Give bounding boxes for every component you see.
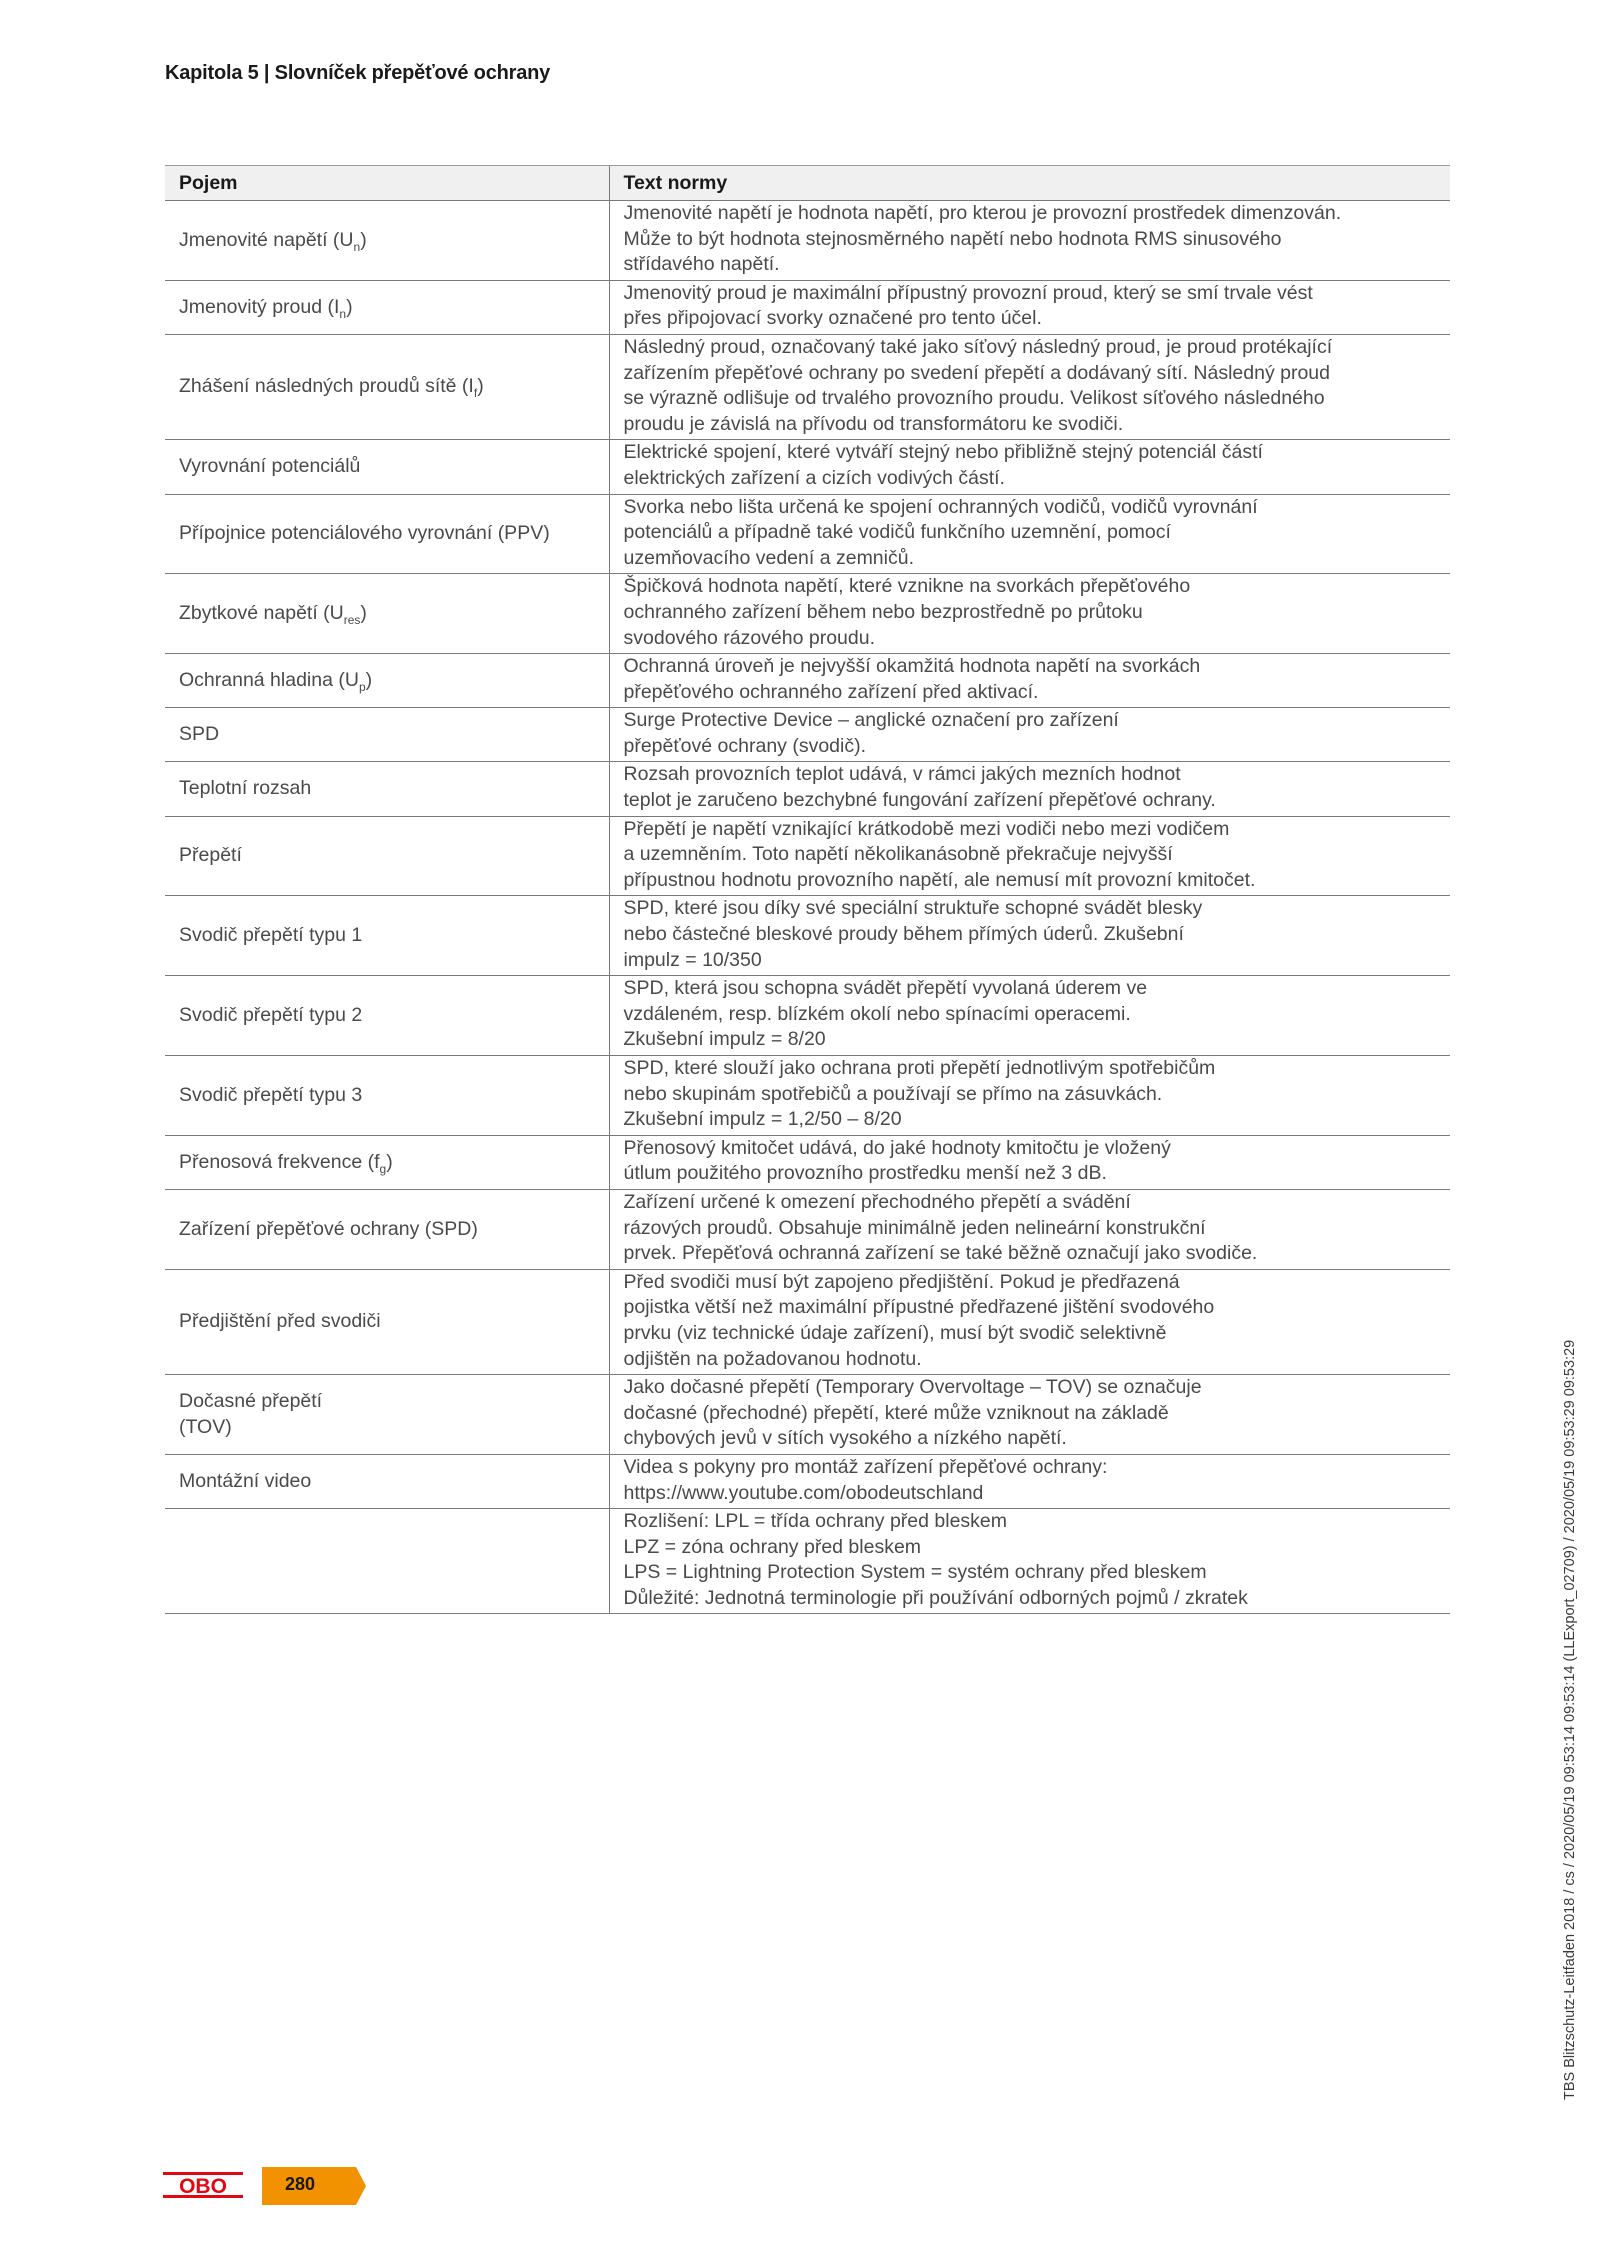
table-row (165, 976, 1450, 1056)
definition-line: Přenosový kmitočet udává, do jaké hodnoty kmitočtu je vložený (623, 1136, 1171, 1159)
term-cell (165, 1056, 609, 1136)
table-row (165, 708, 1450, 762)
definition-cell (609, 1454, 1450, 1508)
table-row (165, 1056, 1450, 1136)
term-subscript: n (339, 306, 347, 321)
definition-line: Jmenovité napětí je hodnota napětí, pro kterou je provozní prostředek dimenzován. (623, 202, 1342, 224)
definition-line: Jako dočasné přepětí (Temporary Overvoltage – TOV) se označuje (623, 1376, 1202, 1399)
definition-line: Důležité: Jednotná terminologie při používání odborných pojmů / zkratek (623, 1586, 1248, 1609)
term-cell (165, 816, 609, 896)
term-text: Předjištění před svodiči (179, 1310, 381, 1333)
term-text: Přepětí (179, 844, 242, 867)
term-text: Montážní video (179, 1469, 312, 1492)
term-text: Ochranná hladina (U (179, 668, 359, 691)
term-tail: ) (360, 228, 367, 251)
definition-line: proudu je závislá na přívodu od transformátoru ke svodiči. (623, 412, 1124, 435)
definition-line: SPD, které slouží jako ochrana proti přepětí jednotlivým spotřebičům (623, 1057, 1216, 1079)
term-subscript: n (353, 239, 361, 254)
term-text: Teplotní rozsah (179, 777, 312, 800)
definition-line: uzemňovacího vedení a zemničů. (623, 546, 915, 569)
definition-cell (609, 976, 1450, 1056)
term-subscript: res (343, 612, 361, 627)
definition-cell (609, 1375, 1450, 1455)
glossary-body (165, 201, 1450, 1614)
definition-line: Před svodiči musí být zapojeno předjištění. Pokud je předřazená (623, 1270, 1180, 1293)
definition-line: svodového rázového proudu. (623, 626, 876, 649)
definition-cell (609, 708, 1450, 762)
term-text: Přípojnice potenciálového vyrovnání (PPV) (179, 522, 550, 545)
definition-line: zařízením přepěťové ochrany po svedení přepětí a dodávaný sítí. Následný proud (623, 361, 1330, 384)
definition-cell (609, 574, 1450, 654)
definition-line: přepěťové ochrany (svodič). (623, 734, 867, 757)
term-subscript: p (358, 679, 366, 694)
term-text: Svodič přepětí typu 3 (179, 1083, 363, 1106)
definition-line: Surge Protective Device – anglické označení pro zařízení (623, 709, 1119, 732)
table-row (165, 280, 1450, 334)
term-cell (165, 896, 609, 976)
term-tail: ) (386, 1150, 393, 1173)
term-cell (165, 334, 609, 439)
table-row (165, 1454, 1450, 1508)
table-row (165, 494, 1450, 574)
definition-cell (609, 201, 1450, 281)
definition-line: útlum použitého provozního prostředku menší než 3 dB. (623, 1162, 1107, 1185)
definition-line: SPD, která jsou schopna svádět přepětí vyvolaná úderem ve (623, 977, 1148, 1000)
definition-line: Zkušební impulz = 8/20 (623, 1028, 826, 1051)
table-row (165, 762, 1450, 816)
definition-cell (609, 896, 1450, 976)
definition-cell (609, 280, 1450, 334)
definition-line: přes připojovací svorky označené pro tento účel. (623, 307, 1042, 330)
chapter-title: Kapitola 5 | Slovníček přepěťové ochrany (165, 62, 551, 84)
column-header-term: Pojem (165, 166, 609, 201)
term-cell (165, 440, 609, 494)
definition-line: střídavého napětí. (623, 253, 780, 276)
definition-line: pojistka větší než maximální přípustné předřazené jištění svodového (623, 1296, 1215, 1319)
definition-line: SPD, které jsou díky své speciální struktuře schopné svádět blesky (623, 897, 1203, 920)
definition-cell (609, 494, 1450, 574)
definition-line: prvek. Přepěťová ochranná zařízení se také běžně označují jako svodiče. (623, 1242, 1258, 1265)
term-cell (165, 762, 609, 816)
table-row (165, 816, 1450, 896)
obo-logo (163, 2170, 243, 2200)
definition-line: LPS = Lightning Protection System = systém ochrany před bleskem (623, 1561, 1207, 1584)
definition-line: přípustnou hodnotu provozního napětí, ale nemusí mít provozní kmitočet. (623, 868, 1256, 891)
definition-cell (609, 1269, 1450, 1374)
term-subscript: f (473, 386, 478, 401)
definition-line: Rozlišení: LPL = třída ochrany před bleskem (623, 1510, 1008, 1533)
table-row (165, 654, 1450, 708)
definition-cell (609, 654, 1450, 708)
table-row (165, 440, 1450, 494)
definition-line: vzdáleném, resp. blízkém okolí nebo spínacími operacemi. (623, 1002, 1131, 1025)
definition-line: Špičková hodnota napětí, které vznikne na svorkách přepěťového (623, 575, 1191, 598)
table-row (165, 574, 1450, 654)
definition-line: Videa s pokyny pro montáž zařízení přepěťové ochrany: (623, 1455, 1108, 1478)
table-header-row (165, 166, 1450, 201)
term-tail: ) (346, 295, 353, 318)
term-text: Přenosová frekvence (f (179, 1150, 380, 1173)
term-cell (165, 1509, 609, 1614)
term-cell (165, 976, 609, 1056)
definition-line: nebo částečné bleskové proudy během přímých úderů. Zkušební (623, 923, 1184, 946)
logo-text: OBO (179, 2175, 227, 2198)
definition-line: Elektrické spojení, které vytváří stejný nebo přibližně stejný potenciál částí (623, 441, 1263, 464)
table-row (165, 1269, 1450, 1374)
term-text: Dočasné přepětí (179, 1389, 323, 1412)
term-cell (165, 1454, 609, 1508)
definition-line: Následný proud, označovaný také jako síťový následný proud, je proud protékající (623, 335, 1333, 358)
definition-cell (609, 334, 1450, 439)
table-row (165, 896, 1450, 976)
term-cell (165, 1269, 609, 1374)
definition-line: Svorka nebo lišta určená ke spojení ochranných vodičů, vodičů vyrovnání (623, 495, 1258, 518)
page-number: 280 (285, 2174, 316, 2194)
definition-line: a uzemněním. Toto napětí několikanásobně překračuje nejvyšší (623, 843, 1173, 866)
table-row (165, 334, 1450, 439)
term-text: Svodič přepětí typu 1 (179, 924, 363, 947)
definition-line: dočasné (přechodné) přepětí, které může vzniknout na základě (623, 1401, 1169, 1424)
definition-cell (609, 1189, 1450, 1269)
definition-line: odjištěn na požadovanou hodnotu. (623, 1347, 922, 1370)
definition-cell (609, 1135, 1450, 1189)
table-row (165, 1135, 1450, 1189)
term-tail: ) (477, 375, 484, 398)
definition-line: chybových jevů v sítích vysokého a nízkého napětí. (623, 1427, 1067, 1450)
definition-line: Přepětí je napětí vznikající krátkodobě mezi vodiči nebo mezi vodičem (623, 817, 1230, 840)
term-tail: ) (365, 668, 373, 691)
definition-line: teplot je zaručeno bezchybné fungování zařízení přepěťové ochrany. (623, 789, 1216, 812)
definition-line: Jmenovitý proud je maximální přípustný provozní proud, který se smí trvale vést (623, 281, 1313, 304)
definition-line: Rozsah provozních teplot udává, v rámci jakých mezních hodnot (623, 763, 1181, 786)
term-cell (165, 654, 609, 708)
definition-line: přepěťového ochranného zařízení před aktivací. (623, 680, 1039, 703)
table-row (165, 201, 1450, 281)
term-text-line2: (TOV) (179, 1415, 232, 1438)
table-row (165, 1189, 1450, 1269)
definition-line: Zkušební impulz = 1,2/50 – 8/20 (623, 1108, 902, 1131)
definition-line: impulz = 10/350 (623, 948, 762, 971)
definition-line: Ochranná úroveň je nejvyšší okamžitá hodnota napětí na svorkách (623, 655, 1201, 678)
term-text: Zařízení přepěťové ochrany (SPD) (179, 1217, 478, 1240)
definition-line: se výrazně odlišuje od trvalého provozního proudu. Velikost síťového následného (623, 387, 1325, 410)
term-text: Svodič přepětí typu 2 (179, 1003, 363, 1026)
definition-line: LPZ = zóna ochrany před bleskem (623, 1535, 922, 1558)
term-cell (165, 574, 609, 654)
term-cell (165, 494, 609, 574)
term-tail: ) (360, 601, 367, 624)
definition-line: elektrických zařízení a cizích vodivých částí. (623, 466, 1005, 489)
term-cell (165, 708, 609, 762)
definition-cell (609, 440, 1450, 494)
term-subscript: g (379, 1161, 387, 1176)
term-text: Zbytkové napětí (U (179, 601, 344, 624)
term-cell (165, 1135, 609, 1189)
definition-line: nebo skupinám spotřebičů a používají se přímo na zásuvkách. (623, 1082, 1163, 1105)
term-cell (165, 280, 609, 334)
definition-line: Zařízení určené k omezení přechodného přepětí a svádění (623, 1190, 1131, 1213)
term-text: Zhášení následných proudů sítě (I (179, 375, 474, 398)
definition-line: ochranného zařízení během nebo bezprostředně po průtoku (623, 600, 1143, 623)
column-header-definition: Text normy (609, 166, 1450, 201)
definition-line: https://www.youtube.com/obodeutschland (623, 1481, 984, 1504)
document-metadata-note: TBS Blitzschutz-Leitfaden 2018 / cs / 2020/05/19 09:53:14 09:53:14 (LLExport_02709) / 2020/05/19 09:53:29 09:53:29 (1562, 1339, 1578, 2100)
table-row (165, 1509, 1450, 1614)
definition-line: rázových proudů. Obsahuje minimálně jeden nelineární konstrukční (623, 1216, 1206, 1239)
definition-cell (609, 816, 1450, 896)
table-row (165, 1375, 1450, 1455)
term-text: Jmenovitý proud (I (179, 295, 340, 318)
term-cell (165, 1189, 609, 1269)
term-text: Jmenovité napětí (U (179, 228, 354, 251)
glossary-table (165, 165, 1450, 1614)
definition-cell (609, 762, 1450, 816)
term-text: SPD (179, 723, 220, 746)
definition-line: potenciálů a případně také vodičů funkčního uzemnění, pomocí (623, 521, 1171, 544)
definition-line: prvku (viz technické údaje zařízení), musí být svodič selektivně (623, 1321, 1167, 1344)
term-cell (165, 1375, 609, 1455)
definition-cell (609, 1509, 1450, 1614)
term-text: Vyrovnání potenciálů (179, 455, 361, 478)
definition-line: Může to být hodnota stejnosměrného napětí nebo hodnota RMS sinusového (623, 227, 1282, 250)
definition-cell (609, 1056, 1450, 1136)
term-cell (165, 201, 609, 281)
